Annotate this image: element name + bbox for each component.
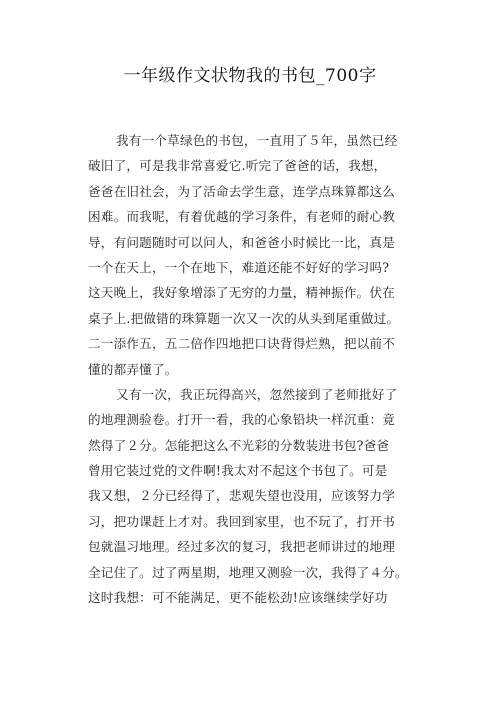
text-line: 我有一个草绿色的书包，一直用了５年，虽然已经 (116, 133, 398, 148)
text-line: 一个在天上，一个在地下，难道还能不好好的学习吗? (88, 259, 390, 275)
text-line: 桌子上.把做错的珠算题一次又一次的从头到尾重做过。 (88, 310, 400, 326)
text-line: 我又想，２分已经得了，悲观失望也没用，应该努力学 (88, 488, 396, 504)
text-line: 这天晚上，我好象增添了无穷的力量，精神振作。伏在 (88, 285, 396, 301)
text-line: 这时我想：可不能满足，更不能松劲!应该继续学好功 (88, 590, 388, 606)
text-line: 困难。而我呢，有着优越的学习条件，有老师的耐心教 (88, 209, 396, 225)
text-line: 曾用它装过党的文件啊!我太对不起这个书包了。可是 (88, 463, 388, 479)
document-body (88, 128, 428, 610)
text-line: 爸爸在旧社会，为了活命去学生意，连学点珠算都这么 (88, 183, 396, 199)
text-line: 的地理测验卷。打开一看，我的心象铅块一样沉重：竟 (88, 412, 396, 428)
text-line: 导，有问题随时可以问人，和爸爸小时候比一比，真是 (88, 234, 396, 250)
text-line: 懂的都弄懂了。 (88, 361, 178, 377)
text-line: 全记住了。过了两星期，地理又测验一次，我得了４分。 (88, 564, 408, 580)
text-line: 习，把功课赶上才对。我回到家里，也不玩了，打开书 (88, 513, 396, 529)
document-title: 一年级作文状物我的书包_700字 (123, 66, 377, 86)
text-line: 破旧了，可是我非常喜爱它.听完了爸爸的话，我想， (88, 158, 387, 174)
text-line: 二一添作五，五二倍作四地把口诀背得烂熟，把以前不 (88, 336, 396, 352)
text-line: 又有一次，我正玩得高兴，忽然接到了老师批好了 (116, 386, 398, 402)
text-line: 然得了２分。怎能把这么不光彩的分数装进书包?爸爸 (88, 437, 390, 453)
text-line: 包就温习地理。经过多次的复习，我把老师讲过的地理 (88, 539, 396, 555)
